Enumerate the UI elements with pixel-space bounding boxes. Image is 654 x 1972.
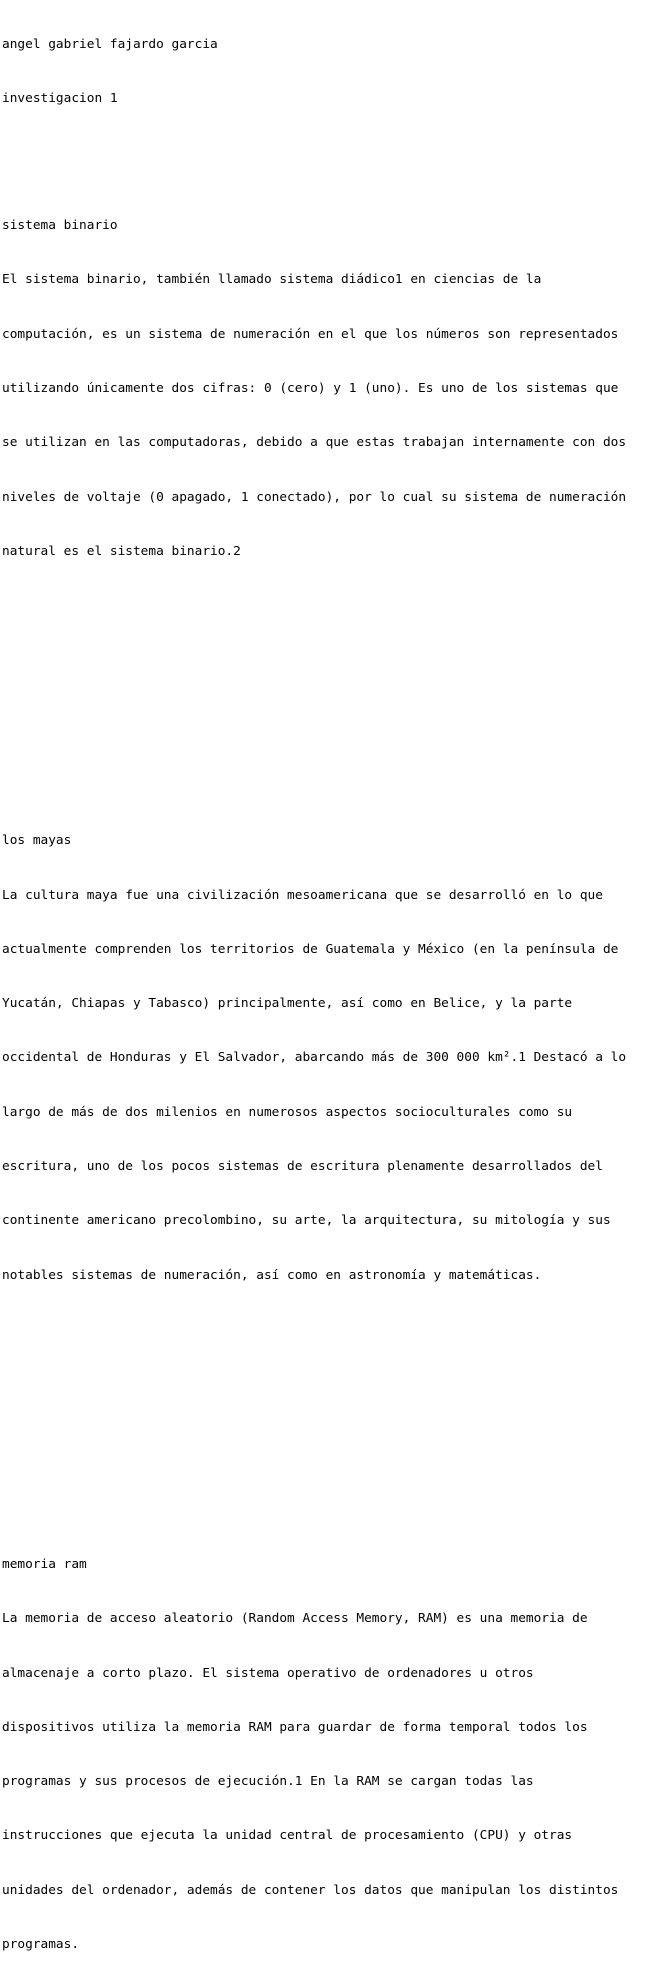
- blank-line: [2, 1484, 652, 1502]
- paragraph-line: continente americano precolombino, su arte, la arquitectura, su mitología y sus: [2, 1213, 611, 1229]
- paragraph-line: largo de más de dos milenios en numerosos aspectos socioculturales como su: [2, 1104, 573, 1120]
- paragraph-line: La memoria de acceso aleatorio (Random Access Memory, RAM) es una memoria de: [2, 1611, 588, 1627]
- blank-line: [2, 1321, 652, 1339]
- paragraph-line: dispositivos utiliza la memoria RAM para guardar de forma temporal todos los: [2, 1719, 588, 1735]
- paragraph-line: unidades del ordenador, además de contener los datos que manipulan los distintos: [2, 1882, 619, 1898]
- blank-line: [2, 1429, 652, 1447]
- paragraph-line: programas.: [2, 1937, 80, 1953]
- blank-line: [2, 1375, 652, 1393]
- paragraph-line: niveles de voltaje (0 apagado, 1 conectado), por lo cual su sistema de numeración: [2, 489, 627, 505]
- paragraph-line: notables sistemas de numeración, así como en astronomía y matemáticas.: [2, 1267, 542, 1283]
- author-line: angel gabriel fajardo garcia: [2, 37, 218, 53]
- paragraph-line: computación, es un sistema de numeración en el que los números son representados: [2, 326, 619, 342]
- paragraph-line: programas y sus procesos de ejecución.1 En la RAM se cargan todas las: [2, 1774, 534, 1790]
- blank-line: [2, 145, 652, 163]
- paragraph-line: La cultura maya fue una civilización mesoamericana que se desarrolló en lo que: [2, 887, 603, 903]
- blank-line: [2, 760, 652, 778]
- paragraph-line: natural es el sistema binario.2: [2, 543, 241, 559]
- paragraph-line: instrucciones que ejecuta la unidad central de procesamiento (CPU) y otras: [2, 1828, 573, 1844]
- blank-line: [2, 597, 652, 615]
- section-heading-mayas: los mayas: [2, 833, 72, 849]
- paragraph-line: actualmente comprenden los territorios de Guatemala y México (en la península de: [2, 941, 619, 957]
- paragraph-line: utilizando únicamente dos cifras: 0 (cero) y 1 (uno). Es uno de los sistemas que: [2, 380, 619, 396]
- blank-line: [2, 706, 652, 724]
- section-heading-binary: sistema binario: [2, 218, 118, 234]
- paragraph-line: occidental de Honduras y El Salvador, abarcando más de 300 000 km².1 Destacó a lo: [2, 1050, 627, 1066]
- paragraph-line: escritura, uno de los pocos sistemas de escritura plenamente desarrollados del: [2, 1159, 603, 1174]
- paragraph-line: se utilizan en las computadoras, debido a que estas trabajan internamente con dos: [2, 435, 627, 451]
- section-heading-ram: memoria ram: [2, 1557, 87, 1573]
- paragraph-line: El sistema binario, también llamado sistema diádico1 en ciencias de la: [2, 272, 542, 288]
- document-title-line: investigacion 1: [2, 91, 118, 107]
- blank-line: [2, 651, 652, 669]
- paragraph-line: almacenaje a corto plazo. El sistema operativo de ordenadores u otros: [2, 1665, 534, 1681]
- paragraph-line: Yucatán, Chiapas y Tabasco) principalmente, así como en Belice, y la parte: [2, 996, 573, 1012]
- text-editor-content[interactable]: [2, 0, 652, 1953]
